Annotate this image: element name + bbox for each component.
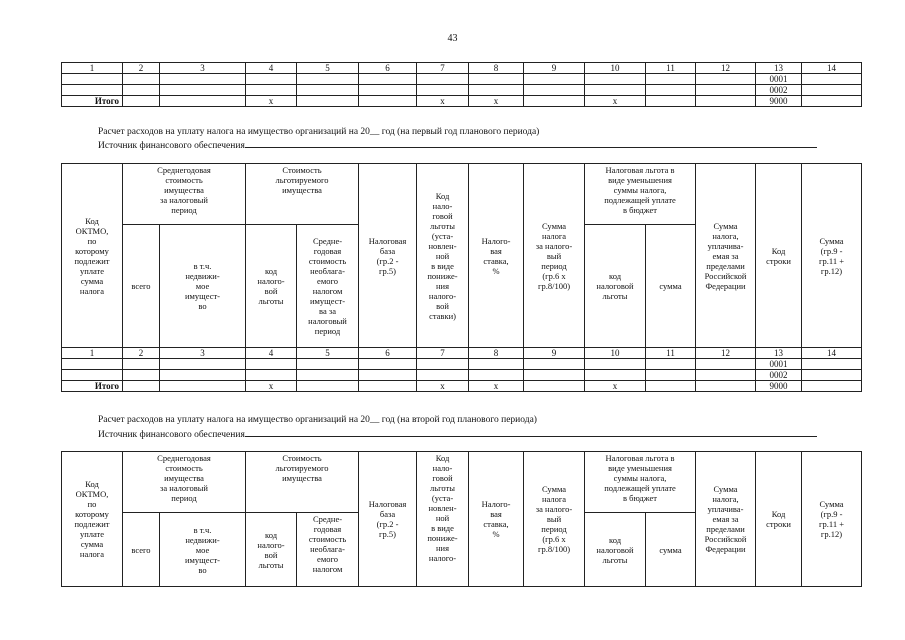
- section1-source: [98, 138, 817, 152]
- table-row: [62, 85, 862, 96]
- col-number: 12: [696, 348, 756, 359]
- column-number-row: [62, 63, 862, 74]
- page-number: 43: [447, 33, 458, 44]
- header-sum-formula: Сумма (гр.9 - гр.11 + гр.12): [802, 452, 862, 587]
- table-row: [62, 359, 862, 370]
- header-real-estate: в т.ч. недвижи- мое имущест- во: [160, 225, 246, 348]
- col-number: 10: [585, 63, 646, 74]
- header-total: всего: [123, 513, 160, 587]
- column-number-row: [62, 348, 862, 359]
- col-number: 7: [417, 63, 469, 74]
- header-benefit-reduction: Налоговая льгота в виде уменьшения суммы налога, подлежащей уплате в бюджет: [585, 452, 696, 513]
- header-tax-abroad: Сумма налога, уплачива- емая за пределами Российской Федерации: [696, 452, 756, 587]
- col-number: 2: [123, 348, 160, 359]
- col-number: 13: [756, 63, 802, 74]
- col-number: 5: [297, 348, 359, 359]
- header-row-code: Код строки: [756, 164, 802, 348]
- header-benefit-code: код налого- вой льготы: [246, 513, 297, 587]
- header-tax-rate: Налого- вая ставка, %: [469, 452, 524, 587]
- row-code: 0001: [756, 359, 802, 370]
- col-number: 6: [359, 348, 417, 359]
- x-mark: x: [469, 96, 524, 107]
- header-avg-untaxed: Средне- годовая стоимость необлага- емого налогом: [297, 513, 359, 587]
- x-mark: x: [417, 96, 469, 107]
- table-row: [62, 370, 862, 381]
- col-number: 10: [585, 348, 646, 359]
- col-number: 1: [62, 63, 123, 74]
- header-avg-value: Среднегодовая стоимость имущества за налоговый период: [123, 452, 246, 513]
- col-number: 13: [756, 348, 802, 359]
- header-avg-untaxed: Средне- годовая стоимость необлага- емого налогом имущест- ва за налоговый период: [297, 225, 359, 348]
- header-benefit-value: Стоимость льготируемого имущества: [246, 164, 359, 225]
- row-code: 0002: [756, 370, 802, 381]
- header-benefit-reduction: Налоговая льгота в виде уменьшения суммы налога, подлежащей уплате в бюджет: [585, 164, 696, 225]
- col-number: 11: [646, 348, 696, 359]
- header-benefit-code: код налого- вой льготы: [246, 225, 297, 348]
- tax-calculation-table-2: [61, 451, 862, 587]
- header-avg-value: Среднегодовая стоимость имущества за налоговый период: [123, 164, 246, 225]
- header-tax-sum: Сумма налога за налого- вый период (гр.6 x гр.8/100): [524, 452, 585, 587]
- header-total: всего: [123, 225, 160, 348]
- header-oktmo: Код ОКТМО, по которому подлежит уплате сумма налога: [62, 452, 123, 587]
- header-row-code: Код строки: [756, 452, 802, 587]
- table-row: [62, 74, 862, 85]
- col-number: 5: [297, 63, 359, 74]
- source-field-line: [245, 427, 817, 437]
- col-number: 11: [646, 63, 696, 74]
- col-number: 4: [246, 348, 297, 359]
- total-code: 9000: [756, 381, 802, 392]
- row-code: 0002: [756, 85, 802, 96]
- row-code: 0001: [756, 74, 802, 85]
- header-benefit-value: Стоимость льготируемого имущества: [246, 452, 359, 513]
- source-field-line: [245, 138, 817, 148]
- header-tax-base: Налоговая база (гр.2 - гр.5): [359, 452, 417, 587]
- total-row: [62, 96, 862, 107]
- section2-source: [98, 427, 817, 441]
- total-label: Итого: [62, 96, 123, 107]
- header-tax-rate: Налого- вая ставка, %: [469, 164, 524, 348]
- x-mark: x: [246, 381, 297, 392]
- col-number: 8: [469, 63, 524, 74]
- col-number: 8: [469, 348, 524, 359]
- tax-calculation-table-1: [61, 163, 862, 392]
- header-benefit-code-rate: Код нало- говой льготы (уста- новлен- ной в виде пониже- ния налого- вой ставки): [417, 164, 469, 348]
- header-tax-abroad: Сумма налога, уплачива- емая за пределами Российской Федерации: [696, 164, 756, 348]
- total-row: [62, 381, 862, 392]
- header-tax-base: Налоговая база (гр.2 - гр.5): [359, 164, 417, 348]
- col-number: 7: [417, 348, 469, 359]
- header-benefit-reduction-code: код налоговой льготы: [585, 225, 646, 348]
- col-number: 14: [802, 63, 862, 74]
- source-label: Источник финансового обеспечения: [98, 430, 245, 440]
- x-mark: x: [246, 96, 297, 107]
- header-benefit-reduction-sum: сумма: [646, 225, 696, 348]
- x-mark: x: [585, 381, 646, 392]
- col-number: 14: [802, 348, 862, 359]
- x-mark: x: [469, 381, 524, 392]
- header-benefit-reduction-sum: сумма: [646, 513, 696, 587]
- header-benefit-code-rate: Код нало- говой льготы (уста- новлен- ной в виде пониже- ния налого-: [417, 452, 469, 587]
- col-number: 3: [160, 348, 246, 359]
- header-sum-formula: Сумма (гр.9 - гр.11 + гр.12): [802, 164, 862, 348]
- table-continuation: [61, 62, 862, 107]
- header-row: [62, 452, 862, 513]
- x-mark: x: [585, 96, 646, 107]
- section2-title: Расчет расходов на уплату налога на имущество организаций на 20__ год (на второй год планового периода): [98, 415, 537, 425]
- header-row: [62, 164, 862, 225]
- col-number: 3: [160, 63, 246, 74]
- source-label: Источник финансового обеспечения: [98, 141, 245, 151]
- col-number: 9: [524, 63, 585, 74]
- total-label: Итого: [62, 381, 123, 392]
- total-code: 9000: [756, 96, 802, 107]
- x-mark: x: [417, 381, 469, 392]
- section1-title: Расчет расходов на уплату налога на имущество организаций на 20__ год (на первый год планового периода): [98, 127, 540, 137]
- col-number: 1: [62, 348, 123, 359]
- header-real-estate: в т.ч. недвижи- мое имущест- во: [160, 513, 246, 587]
- col-number: 12: [696, 63, 756, 74]
- col-number: 2: [123, 63, 160, 74]
- header-oktmo: Код ОКТМО, по которому подлежит уплате сумма налога: [62, 164, 123, 348]
- header-tax-sum: Сумма налога за налого- вый период (гр.6 x гр.8/100): [524, 164, 585, 348]
- col-number: 4: [246, 63, 297, 74]
- col-number: 9: [524, 348, 585, 359]
- header-benefit-reduction-code: код налоговой льготы: [585, 513, 646, 587]
- col-number: 6: [359, 63, 417, 74]
